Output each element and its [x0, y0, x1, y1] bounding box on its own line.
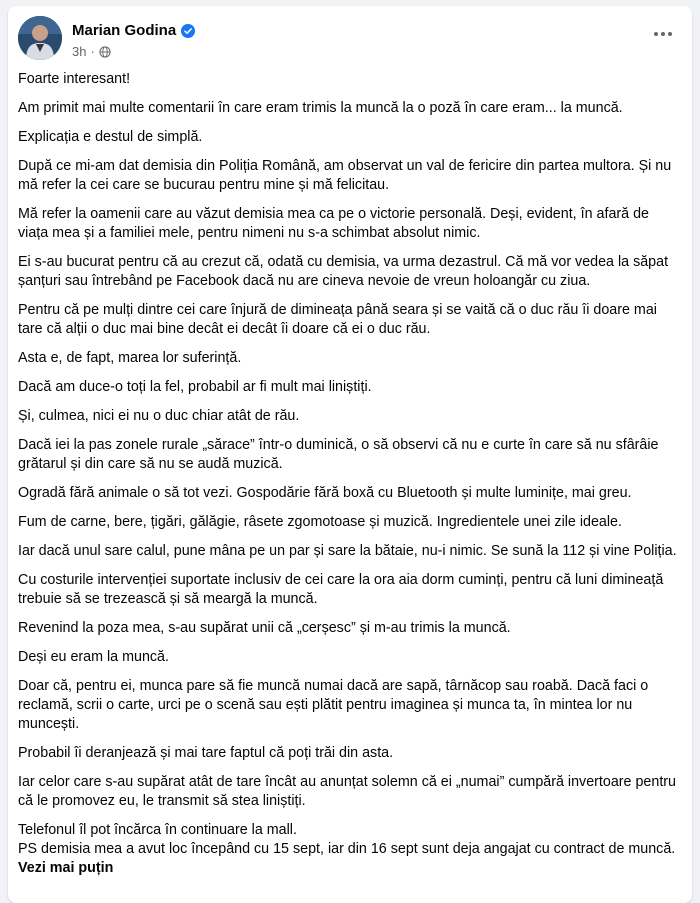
post-paragraph: Explicația e destul de simplă. [18, 129, 203, 145]
post-text [18, 70, 682, 878]
post-time[interactable]: 3h [72, 44, 87, 59]
post-paragraph: Deși eu eram la muncă. [18, 649, 169, 665]
post-paragraph: Dacă am duce-o toți la fel, probabil ar fi mult mai liniștiți. [18, 379, 372, 395]
post-paragraph: Probabil îi deranjează și mai tare faptul că poți trăi din asta. [18, 745, 394, 761]
post-paragraph: Ei s-au bucurat pentru că au crezut că, odată cu demisia, va urma dezastrul. Că mă vor vedea la săpat șanțuri sau întrebând pe Facebook dacă nu are cineva nevoie de vreun holoangăr cu ziua. [18, 254, 669, 289]
post-paragraph: Telefonul îl pot încărca în continuare la mall. [18, 822, 297, 838]
post-paragraph: Cu costurile intervenției suportate inclusiv de cei care la ora aia dorm cuminți, pentru că luni dimineață trebuie să se trezească și să meargă la muncă. [18, 572, 664, 607]
post-card [8, 6, 692, 903]
post-meta [72, 44, 111, 59]
post-ps-text: PS demisia mea a avut loc începând cu 15 sept, iar din 16 sept sunt deja angajat cu contract de muncă. [18, 841, 676, 857]
post-ps-paragraph [18, 840, 682, 878]
more-options-icon [653, 31, 673, 37]
globe-icon[interactable] [99, 46, 111, 58]
post-paragraph: Ogradă fără animale o să tot vezi. Gospodărie fără boxă cu Bluetooth și multe luminițe, mai greu. [18, 485, 632, 501]
post-paragraph: Am primit mai multe comentarii în care eram trimis la muncă la o poză în care eram... la muncă. [18, 100, 623, 116]
post-paragraph: Fum de carne, bere, țigări, gălăgie, râsete zgomotoase și muzică. Ingredientele unei zile ideale. [18, 514, 622, 530]
more-options-button[interactable] [648, 22, 678, 46]
post-paragraph: După ce mi-am dat demisia din Poliția Română, am observat un val de fericire din partea multora. Și nu mă refer la cei care se bucurau pentru mine și mă felicitau. [18, 158, 672, 193]
author-name-row[interactable] [72, 22, 195, 39]
verified-badge-icon [181, 24, 195, 38]
post-header [18, 16, 678, 64]
post-paragraph: Doar că, pentru ei, munca pare să fie muncă numai dacă are sapă, târnăcop sau roabă. Dacă faci o reclamă, scrii o carte, urci pe o scenă sau ești plătit pentru imaginea și munca ta, în mintea lor nu muncești. [18, 678, 649, 732]
author-avatar[interactable] [18, 16, 62, 60]
post-paragraph: Revenind la poza mea, s-au supărat unii că „cerșesc” și m-au trimis la muncă. [18, 620, 511, 636]
avatar-image [18, 16, 62, 60]
post-paragraph: Foarte interesant! [18, 71, 131, 87]
post-paragraph: Dacă iei la pas zonele rurale „sărace” într-o duminică, o să observi că nu e curte în care să nu sfârâie grătarul și din care să nu se audă muzică. [18, 437, 659, 472]
post-paragraph: Și, culmea, nici ei nu o duc chiar atât de rău. [18, 408, 300, 424]
post-paragraph: Pentru că pe mulți dintre cei care înjură de dimineața până seara și se vaită că o duc rău îi doare mai tare că alții o duc mai bine decât ei decât îi doare că ei o duc rău. [18, 302, 657, 337]
author-name[interactable]: Marian Godina [72, 22, 177, 39]
meta-separator: · [90, 44, 95, 59]
see-less-link[interactable]: Vezi mai puțin [18, 860, 114, 876]
post-paragraph: Iar celor care s-au supărat atât de tare încât au anunțat solemn că ei „numai” cumpără invertoare pentru că le promovez eu, le transmit să stea liniștiți. [18, 774, 677, 809]
post-paragraph: Asta e, de fapt, marea lor suferință. [18, 350, 242, 366]
post-paragraph: Iar dacă unul sare calul, pune mâna pe un par și sare la bătaie, nu-i nimic. Se sună la 112 și vine Poliția. [18, 543, 677, 559]
post-paragraph: Mă refer la oamenii care au văzut demisia mea ca pe o victorie personală. Deși, evident, în afară de viața mea și a familiei mele, pentru nimeni nu s-a schimbat absolut nimic. [18, 206, 649, 241]
